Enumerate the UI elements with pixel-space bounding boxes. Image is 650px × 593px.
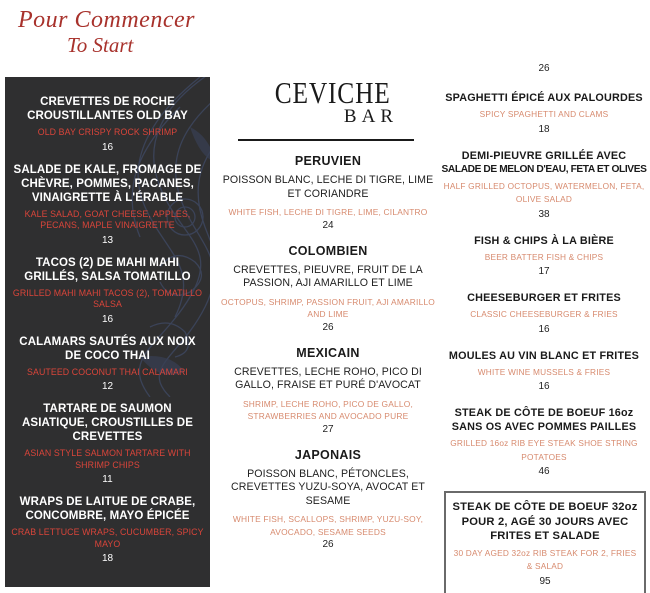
- logo-divider: [238, 139, 414, 141]
- menu-item-starter: [5, 95, 210, 154]
- item-price: 38: [538, 208, 550, 220]
- item-name-fr: SALADE DE KALE, FROMAGE DE CHÈVRE, POMMES, PACANES, VINAIGRETTE À L'ÉRABLE: [13, 163, 202, 204]
- starters-panel: [5, 77, 210, 587]
- item-price: 12: [101, 381, 114, 392]
- carryover-price: 26: [538, 63, 550, 74]
- menu-item-main: [438, 349, 650, 394]
- item-name-en: CLASSIC CHEESEBURGER & FRIES: [470, 309, 618, 319]
- item-price: 13: [101, 234, 114, 246]
- item-name-en: HALF GRILLED OCTOPUS, WATERMELON, FETA, OLIVE SALAD: [443, 180, 645, 204]
- item-price: 95: [539, 575, 551, 587]
- item-desc-fr: CREVETTES, LECHE ROHO, PICO DI GALLO, FRAISE ET PURÉ D'AVOCAT: [234, 365, 422, 391]
- item-desc-fr: CREVETTES, PIEUVRE, FRUIT DE LA PASSION, AJI AMARILLO ET LIME: [233, 263, 423, 289]
- item-name-en: 30 DAY AGED 32oz RIB STEAK FOR 2, FRIES & SALAD: [453, 547, 637, 571]
- section-title-en: To Start: [67, 33, 134, 57]
- item-name-fr-line1: DEMI-PIEUVRE GRILLÉE AVEC: [461, 149, 627, 162]
- menu-item-main: [438, 291, 650, 336]
- item-name-en: WHITE WINE MUSSELS & FRIES: [477, 366, 611, 377]
- ceviche-bar-logo: [258, 75, 408, 127]
- ceviche-style: MEXICAIN: [296, 345, 360, 360]
- item-name-fr: MOULES AU VIN BLANC ET FRITES: [448, 349, 640, 362]
- item-name-fr: CHEESEBURGER ET FRITES: [467, 292, 621, 304]
- logo-line1: CEVICHE: [275, 75, 391, 110]
- item-price: 26: [322, 539, 334, 550]
- menu-item-starter: [5, 402, 210, 486]
- ceviche-style: JAPONAIS: [294, 447, 362, 462]
- item-desc-en: WHITE FISH, SCALLOPS, SHRIMP, YUZU-SOY, AVOCADO, SESAME SEEDS: [232, 514, 424, 537]
- item-name-fr: TARTARE DE SAUMON ASIATIQUE, CROUSTILLES DE CREVETTES: [22, 403, 193, 443]
- item-price: 17: [538, 266, 550, 277]
- menu-item-starter: [5, 335, 210, 394]
- item-name-en: GRILLED 16oz RIB EYE STEAK SHOE STRING POTATOES: [450, 438, 638, 462]
- item-price: 11: [102, 474, 113, 485]
- menu-item-starter: [5, 163, 210, 247]
- item-name-en: ASIAN STYLE SALMON TARTARE WITH SHRIMP CHIPS: [24, 448, 191, 470]
- item-price: 27: [322, 423, 334, 435]
- ceviche-style: COLOMBIEN: [288, 243, 368, 258]
- item-name-en: SAUTEED COCONUT THAI CALAMARI: [27, 366, 188, 377]
- section-title-fr: Pour Commencer: [18, 7, 195, 33]
- item-desc-en: SHRIMP, LECHE ROHO, PICO DE GALLO, STRAWBERRIES AND AVOCADO PURE: [243, 398, 413, 421]
- item-desc-en: WHITE FISH, LECHE DI TIGRE, LIME, CILANTRO: [228, 207, 428, 217]
- menu-item-ceviche: [218, 447, 438, 552]
- item-price: 18: [101, 553, 114, 564]
- item-price: 16: [538, 323, 550, 335]
- menu-item-ceviche: [218, 153, 438, 232]
- item-name-fr: TACOS (2) DE MAHI MAHI GRILLÉS, SALSA TOMATILLO: [24, 256, 191, 283]
- menu-item-ceviche: [218, 345, 438, 436]
- item-desc-fr: POISSON BLANC, LECHE DI TIGRE, LIME ET CORIANDRE: [222, 174, 434, 200]
- item-desc-fr: POISSON BLANC, PÉTONCLES, CREVETTES YUZU-SOYA, AVOCAT ET SESAME: [231, 467, 425, 507]
- item-price: 46: [538, 466, 550, 477]
- item-name-en: GRILLED MAHI MAHI TACOS (2), TOMATILLO SALSA: [12, 287, 203, 309]
- ceviche-section: [218, 153, 438, 562]
- item-name-fr: WRAPS DE LAITUE DE CRABE, CONCOMBRE, MAYO ÉPICÉE: [19, 496, 196, 522]
- item-name-fr: CREVETTES DE ROCHE CROUSTILLANTES OLD BAY: [27, 96, 188, 122]
- item-desc-en: OCTOPUS, SHRIMP, PASSION FRUIT, AJI AMARILLO AND LIME: [220, 296, 436, 319]
- item-name-en: SPICY SPAGHETTI AND CLAMS: [479, 109, 609, 119]
- item-name-en: KALE SALAD, GOAT CHEESE, APPLES, PECANS, MAPLE VINAIGRETTE: [24, 208, 191, 230]
- item-price: 26: [322, 321, 334, 333]
- logo-line2: BAR: [343, 106, 398, 127]
- item-name-en: BEER BATTER FISH & CHIPS: [484, 251, 604, 262]
- item-name-fr: STEAK DE CÔTE DE BOEUF 16oz SANS OS AVEC POMMES PAILLES: [451, 407, 637, 433]
- featured-menu-item: [444, 491, 646, 593]
- item-price: 18: [538, 123, 550, 135]
- section-title-starters: [18, 8, 195, 56]
- menu-item-starter: [5, 495, 210, 565]
- item-name-en: OLD BAY CRISPY ROCK SHRIMP: [37, 127, 178, 137]
- mains-section: [438, 63, 650, 593]
- item-price: 16: [101, 313, 114, 325]
- item-price: 16: [538, 381, 550, 392]
- item-price: 16: [101, 141, 114, 153]
- menu-item-main: [438, 234, 650, 279]
- item-name-fr: FISH & CHIPS À LA BIÈRE: [474, 234, 614, 247]
- menu-item-main: [438, 406, 650, 478]
- menu-item-starter: [5, 256, 210, 326]
- item-price: 24: [322, 219, 334, 231]
- item-name-fr: STEAK DE CÔTE DE BOEUF 32oz POUR 2, AGÉ 30 JOURS AVEC FRITES ET SALADE: [452, 501, 638, 542]
- item-name-fr: SPAGHETTI ÉPICÉ AUX PALOURDES: [445, 92, 643, 104]
- item-name-fr-line2: SALADE DE MELON D'EAU, FETA ET OLIVES: [441, 163, 647, 175]
- item-name-en: CRAB LETTUCE WRAPS, CUCUMBER, SPICY MAYO: [11, 527, 204, 549]
- menu-item-main: [438, 91, 650, 136]
- menu-item-main: [438, 149, 650, 221]
- menu-item-ceviche: [218, 243, 438, 334]
- item-name-fr: CALAMARS SAUTÉS AUX NOIX DE COCO THAI: [19, 335, 196, 362]
- ceviche-style: PERUVIEN: [294, 154, 362, 168]
